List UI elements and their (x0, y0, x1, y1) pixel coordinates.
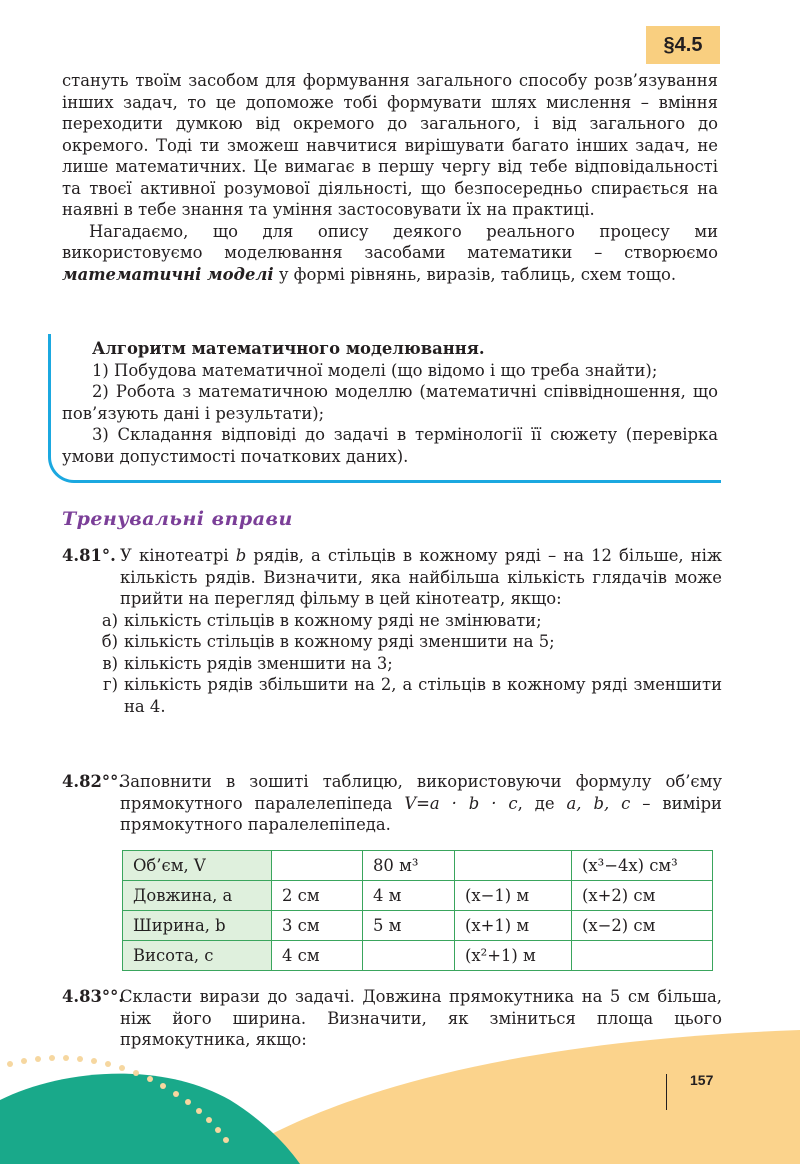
algorithm-step-2: 2) Робота з математичною моделлю (математичні співвідношення, що пов’язують дані і результати); (62, 382, 718, 423)
algorithm-title: Алгоритм математичного моделювання. (92, 339, 485, 358)
algorithm-step-3: 3) Складання відповіді до задачі в термінології її сюжету (перевірка умови допустимості початкових даних). (62, 425, 718, 466)
green-wave (0, 1074, 300, 1164)
table-cell: (x²+1) м (455, 941, 572, 971)
exercise-text: Заповнити в зошиті таблицю, використовуючи формулу об’єму прямокутного паралелепіпеда V=a · b · c, де a, b, c – виміри прямокутного паралелепіпеда. (120, 772, 722, 834)
table-cell: (x−1) м (455, 881, 572, 911)
table-cell: Об’єм, V (123, 851, 272, 881)
exercise-text: У кінотеатрі b рядів, а стільців в кожному ряді – на 12 більше, ніж кількість рядів. Визначити, яка найбільша кількість глядачів може прийти на перегляд фільму в цей кінотеатр, якщо: (120, 546, 722, 608)
table-cell (572, 941, 713, 971)
table-row (123, 941, 713, 971)
table-cell: (x+2) см (572, 881, 713, 911)
table-cell: (x+1) м (455, 911, 572, 941)
intro-paragraph-1: стануть твоїм засобом для формування загального способу розв’язування інших задач, то це допоможе тобі формувати шлях мислення – вміння переходити думкою від окремого до загального, і від загального до окремого. Тоді ти зможеш навчитися вирішувати багато інших задач, не лише математичних. Це вимагає в першу чергу від тебе відповідальності та твоєї активної розумової діяльності, що безпосередньо спирається на наявні в тебе знання та уміння застосовувати їх на практиці. (62, 71, 718, 219)
table-cell: 80 м³ (363, 851, 455, 881)
table-cell (363, 941, 455, 971)
table-row (123, 911, 713, 941)
exercise-4-81 (62, 545, 722, 717)
algorithm-step-1: 1) Побудова математичної моделі (що відомо і що треба знайти); (92, 360, 658, 380)
sub-item-a: а) кількість стільців в кожному ряді не змінювати; (101, 610, 542, 630)
exercise-number: 4.81°. (62, 546, 116, 565)
sub-item-b: б) кількість стільців в кожному ряді зменшити на 5; (101, 632, 555, 651)
exercise-number: 4.82°°. (62, 772, 125, 791)
table-cell: 5 м (363, 911, 455, 941)
sub-item-d: г) кількість рядів збільшити на 2, а стільців в кожному ряді зменшити на 4. (103, 675, 722, 716)
table-cell: Довжина, a (123, 881, 272, 911)
dimension-variables: a, b, c (566, 793, 631, 813)
variable-b: b (235, 546, 247, 565)
exercise-text: Скласти вирази до задачі. Довжина прямокутника на 5 см більша, ніж його ширина. Визначити, як зміниться площа цього прямокутника, якщо: (120, 987, 722, 1049)
exercise-4-83 (62, 986, 722, 1051)
table-cell: 3 см (272, 911, 363, 941)
p2-start: Нагадаємо, що для опису деякого реального процесу ми використовуємо моделювання засобами математики – створюємо (62, 221, 718, 262)
intro-text (62, 70, 718, 285)
table-cell: 2 см (272, 881, 363, 911)
table-cell: Ширина, b (123, 911, 272, 941)
exercise-4-82 (62, 771, 722, 836)
page-divider (666, 1074, 667, 1110)
p2-end: у формі рівнянь, виразів, таблиць, схем тощо. (273, 264, 677, 284)
algorithm-box (62, 338, 718, 467)
intro-paragraph-2 (62, 221, 718, 286)
p2-emphasis: математичні моделі (62, 264, 274, 284)
table-cell: Висота, c (123, 941, 272, 971)
table-cell: 4 м (363, 881, 455, 911)
page-number: 157 (690, 1072, 714, 1088)
sub-item-c: в) кількість рядів зменшити на 3; (102, 653, 393, 673)
table-row (123, 881, 713, 911)
table-cell (455, 851, 572, 881)
table-cell: (x−2) см (572, 911, 713, 941)
volume-formula: V=a · b · c (404, 793, 518, 813)
section-tag: §4.5 (646, 26, 720, 64)
table-cell: (x³−4x) см³ (572, 851, 713, 881)
table-cell (272, 851, 363, 881)
table-row (123, 851, 713, 881)
table-cell: 4 см (272, 941, 363, 971)
section-title: Тренувальні вправи (62, 508, 293, 530)
dimensions-table (122, 850, 713, 971)
exercise-number: 4.83°°. (62, 987, 125, 1006)
